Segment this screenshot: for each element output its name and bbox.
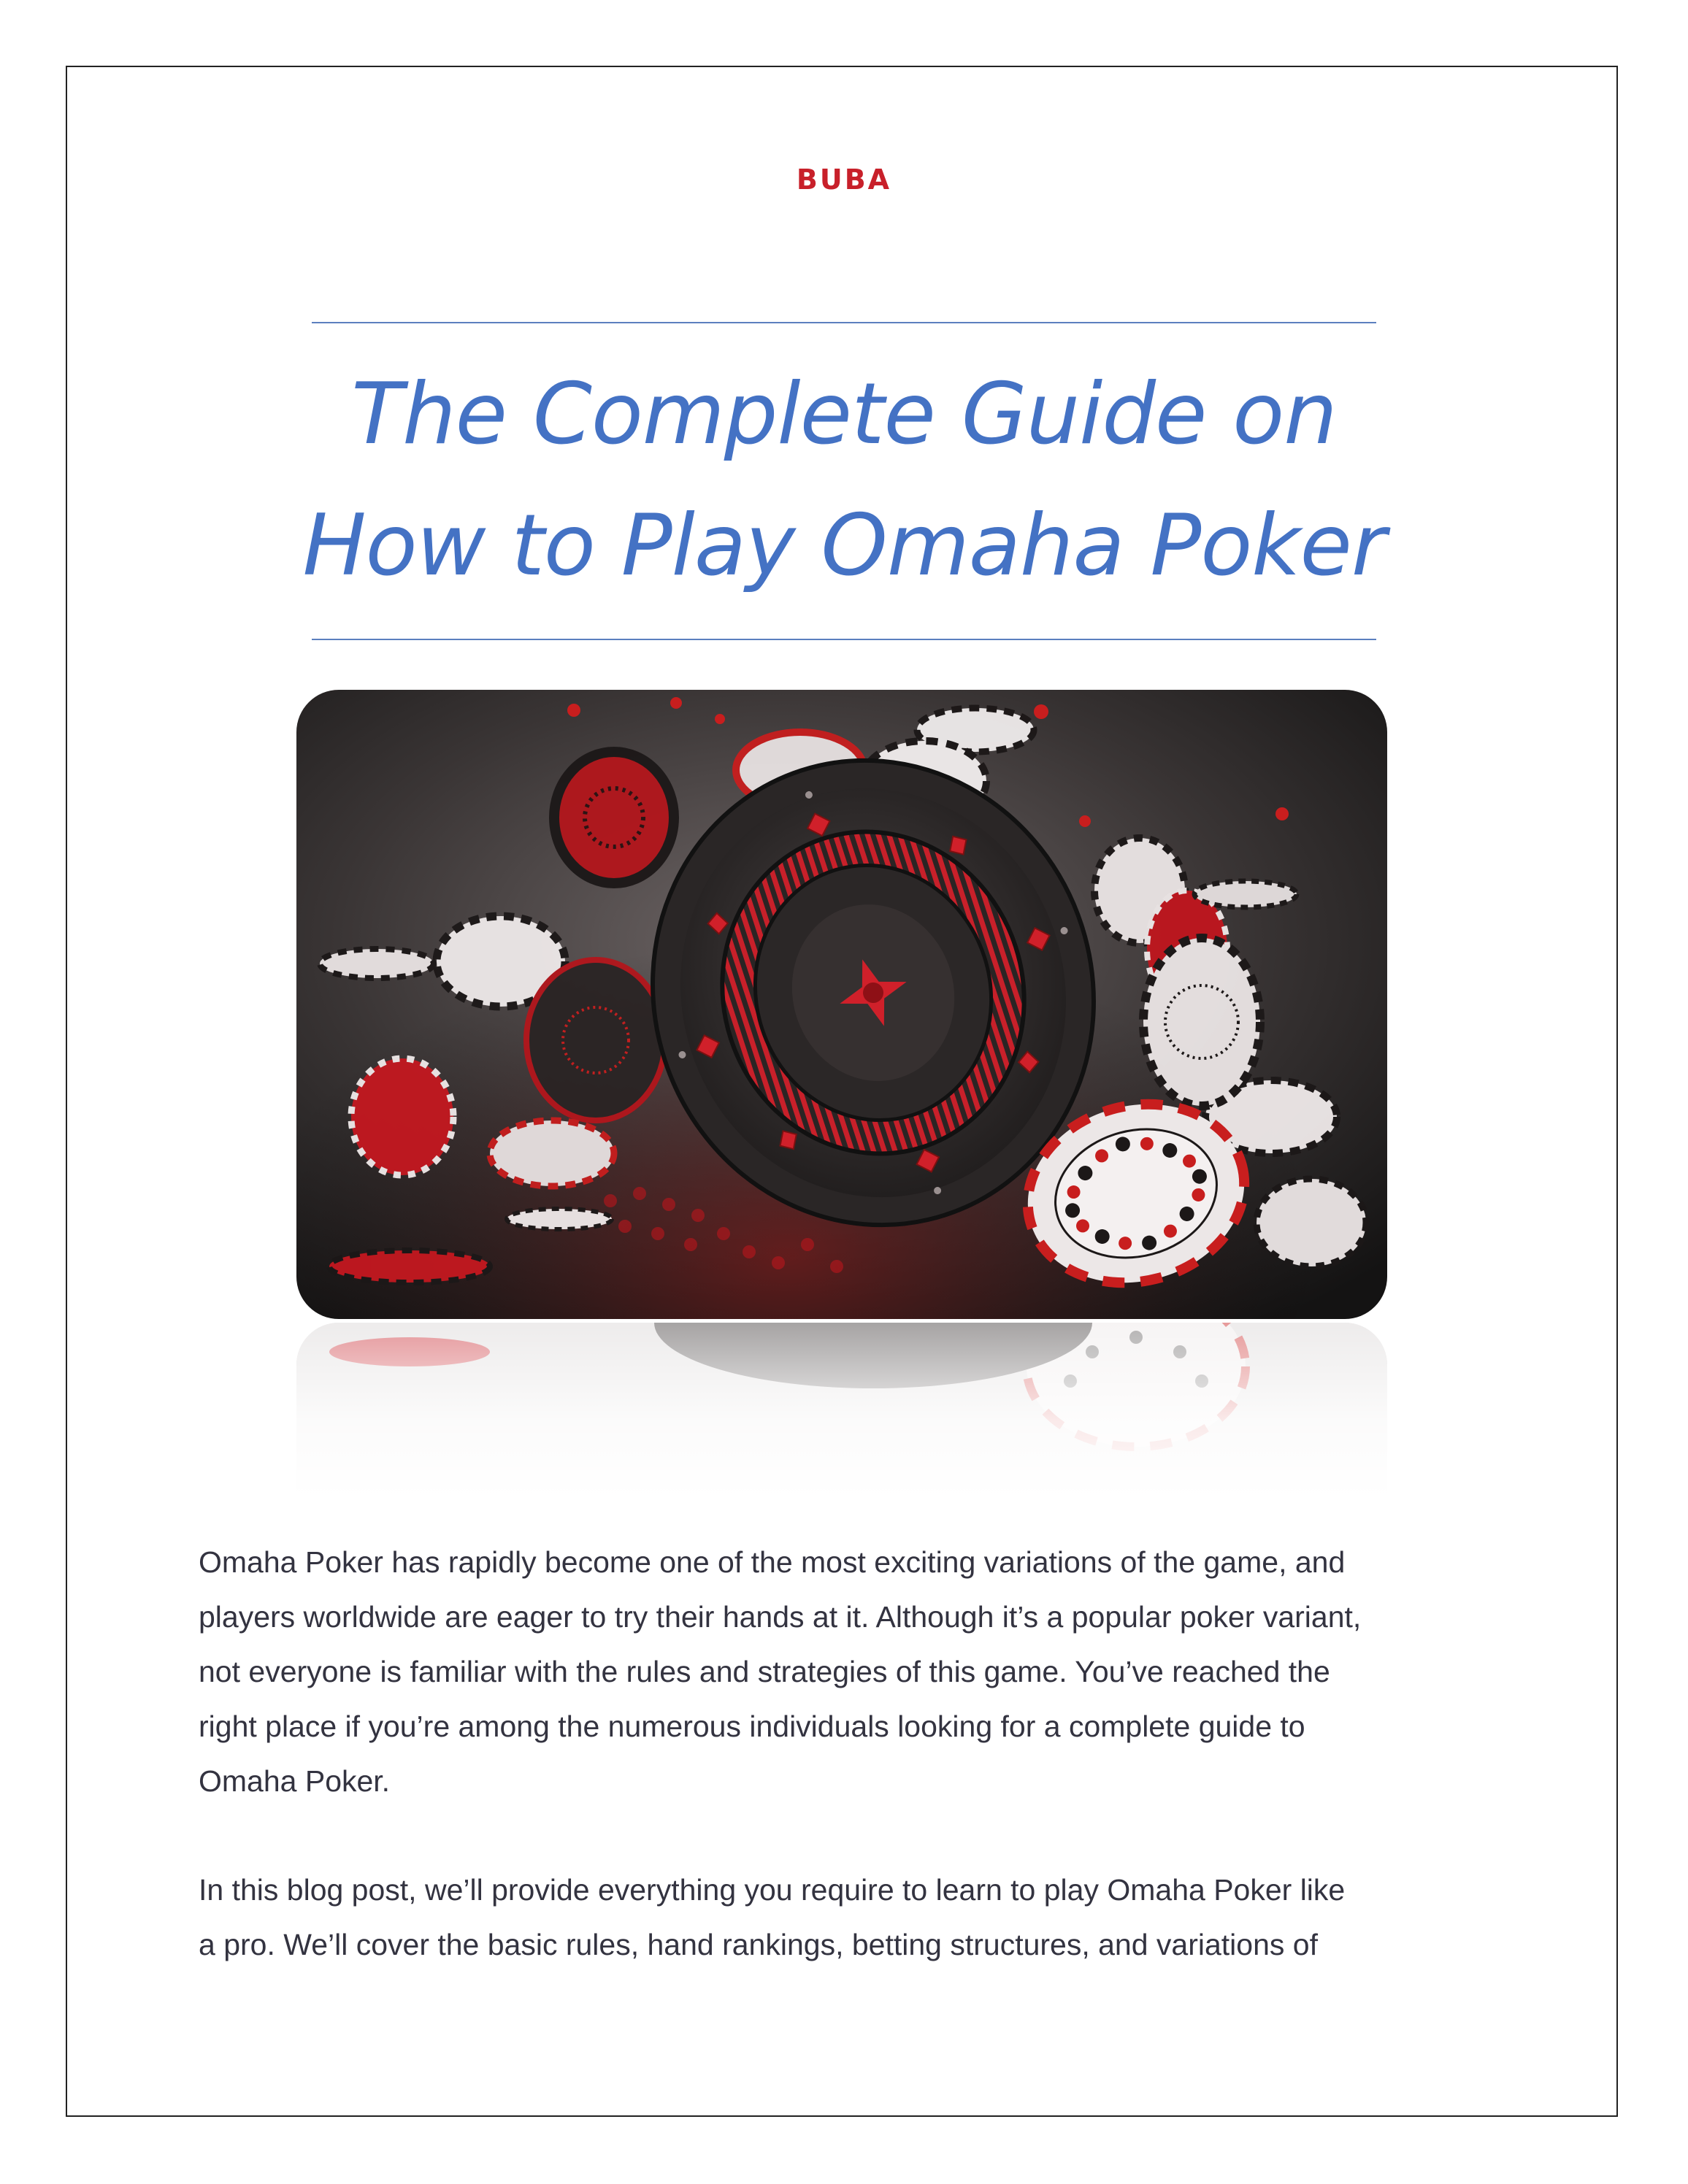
hero-image-reflection — [296, 1323, 1387, 1498]
title-top-rule — [312, 322, 1376, 323]
intro-paragraph — [199, 1535, 1498, 1809]
page-title-line-1: The Complete Guide on — [351, 365, 1337, 464]
hero-image-poker-chips — [296, 690, 1387, 1319]
paragraph-line: not everyone is familiar with the rules and strategies of this game. You’ve reached the — [199, 1655, 1330, 1688]
paragraph-line: right place if you’re among the numerous individuals looking for a complete guide to — [199, 1710, 1305, 1743]
paragraph-line: a pro. We’ll cover the basic rules, hand rankings, betting structures, and variations of — [199, 1928, 1318, 1961]
page-title-line-2: How to Play Omaha Poker — [302, 496, 1386, 595]
paragraph-line: In this blog post, we’ll provide everything you require to learn to play Omaha Poker like — [199, 1873, 1346, 1907]
paragraph-line: Omaha Poker has rapidly become one of the most exciting variations of the game, and — [199, 1545, 1346, 1579]
overview-paragraph — [199, 1863, 1498, 1972]
buba-logo: BUBA — [796, 164, 892, 196]
paragraph-line: players worldwide are eager to try their hands at it. Although it’s a popular poker variant, — [199, 1600, 1362, 1634]
title-bottom-rule — [312, 639, 1376, 640]
paragraph-line: Omaha Poker. — [199, 1764, 391, 1798]
